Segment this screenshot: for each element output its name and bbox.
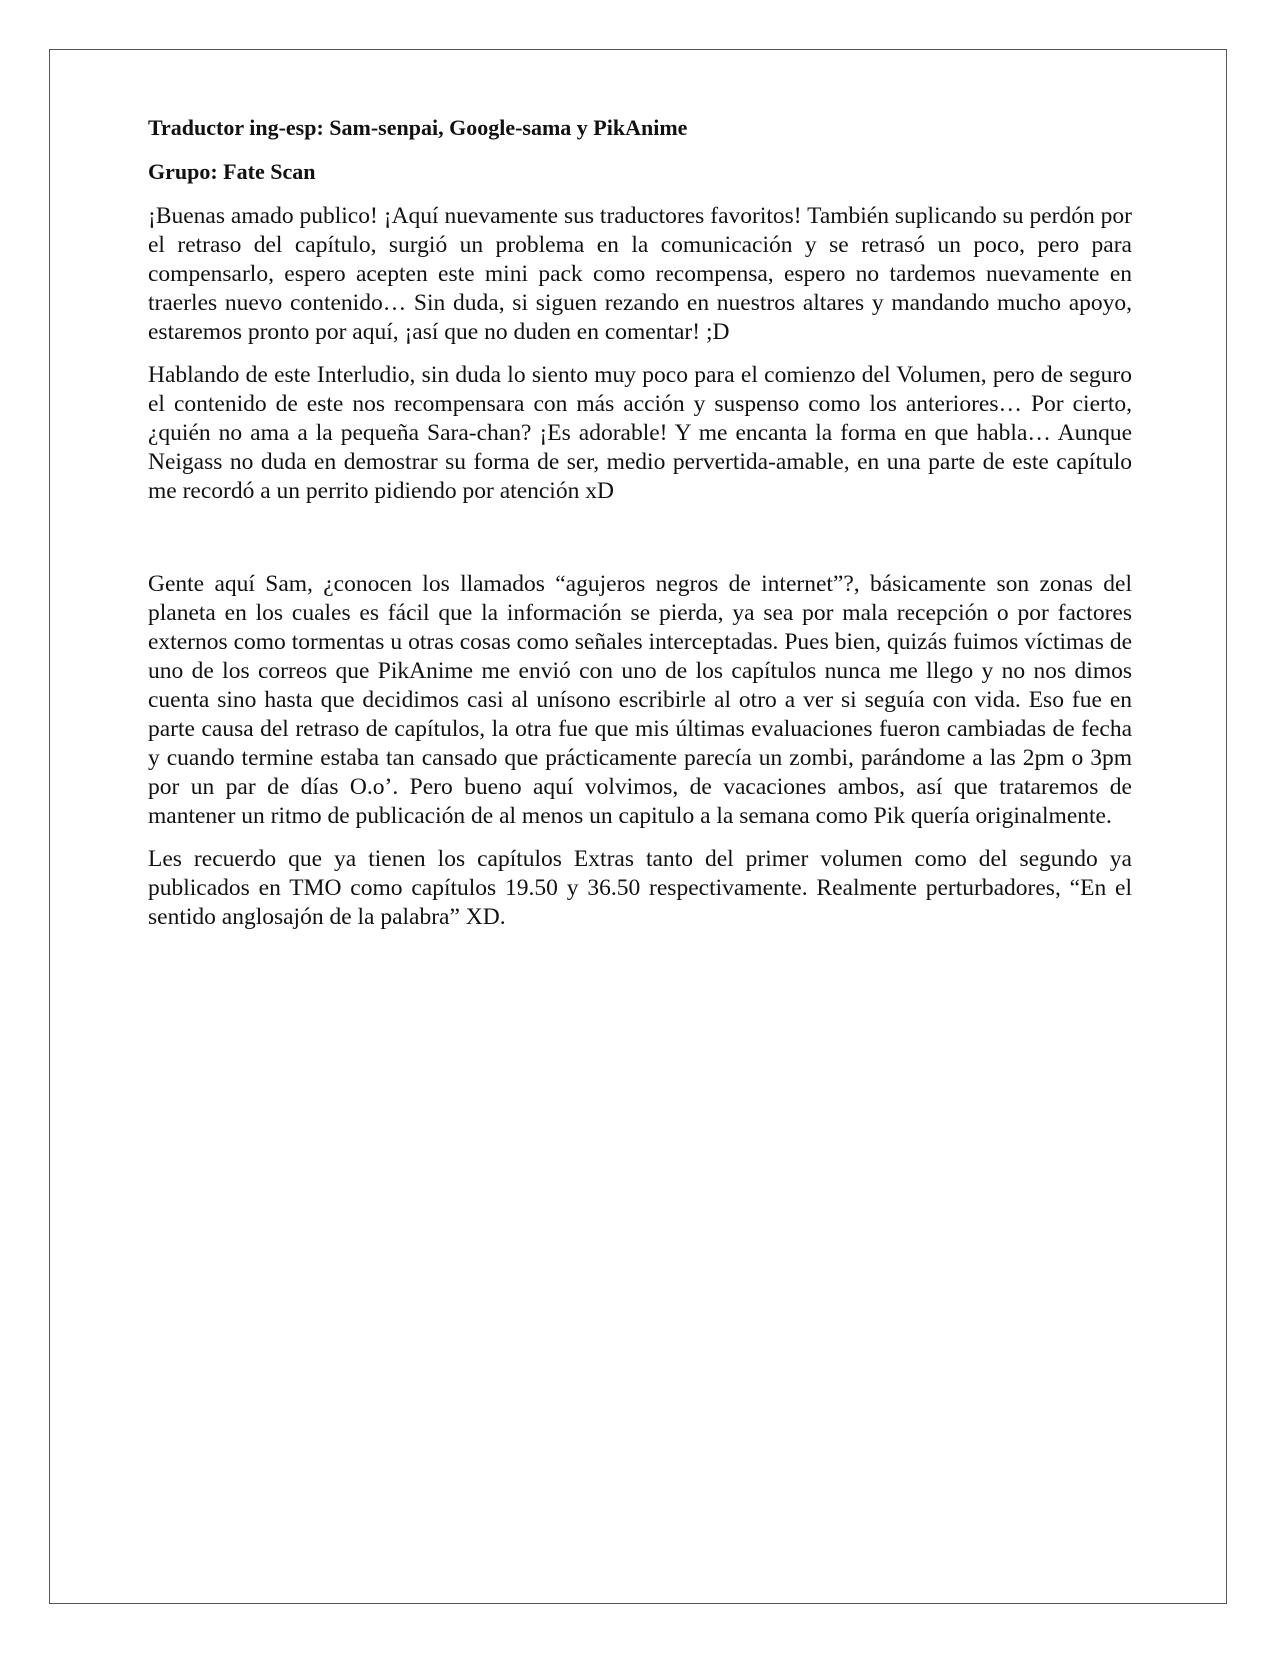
paragraph-extras-reminder: Les recuerdo que ya tienen los capítulos Extras tanto del primer volumen como del segundo ya publicados en TMO como capítulos 19.50 y 36.50 respectivamente. Realmente perturbadores, “En el sentido anglosajón de la palabra” XD. <box>148 846 1132 930</box>
document-body <box>148 114 1132 946</box>
paragraph-apology: ¡Buenas amado publico! ¡Aquí nuevamente sus traductores favoritos! También suplicando su perdón por el retraso del capítulo, surgió un problema en la comunicación y se retrasó un poco, pero para compensarlo, espero acepten este mini pack como recompensa, espero no tardemos nuevamente en traerles nuevo contenido… Sin duda, si siguen rezando en nuestros altares y mandando mucho apoyo, estaremos pronto por aquí, ¡así que no duden en comentar! ;D <box>148 203 1132 345</box>
translator-credit: Traductor ing-esp: Sam-senpai, Google-sama y PikAnime <box>148 115 688 140</box>
paragraph-interlude: Hablando de este Interludio, sin duda lo siento muy poco para el comienzo del Volumen, pero de seguro el contenido de este nos recompensara con más acción y suspenso como los anteriores… Por cierto, ¿quién no ama a la pequeña Sara-chan? ¡Es adorable! Y me encanta la forma en que habla… Aunque Neigass no duda en demostrar su forma de ser, medio pervertida-amable, en una parte de este capítulo me recordó a un perrito pidiendo por atención xD <box>148 362 1132 504</box>
paragraph-gap <box>148 520 1132 570</box>
paragraph-sam-note: Gente aquí Sam, ¿conocen los llamados “agujeros negros de internet”?, básicamente son zonas del planeta en los cuales es fácil que la información se pierda, ya sea por mala recepción o por factores externos como tormentas u otras cosas como señales interceptadas. Pues bien, quizás fuimos víctimas de uno de los correos que PikAnime me envió con uno de los capítulos nunca me llego y no nos dimos cuenta sino hasta que decidimos casi al unísono escribirle al otro a ver si seguía con vida. Eso fue en parte causa del retraso de capítulos, la otra fue que mis últimas evaluaciones fueron cambiadas de fecha y cuando termine estaba tan cansado que prácticamente parecía un zombi, parándome a las 2pm o 3pm por un par de días O.o’. Pero bueno aquí volvimos, de vacaciones ambos, así que trataremos de mantener un ritmo de publicación de al menos un capitulo a la semana como Pik quería originalmente. <box>148 571 1132 829</box>
group-credit: Grupo: Fate Scan <box>148 159 316 184</box>
